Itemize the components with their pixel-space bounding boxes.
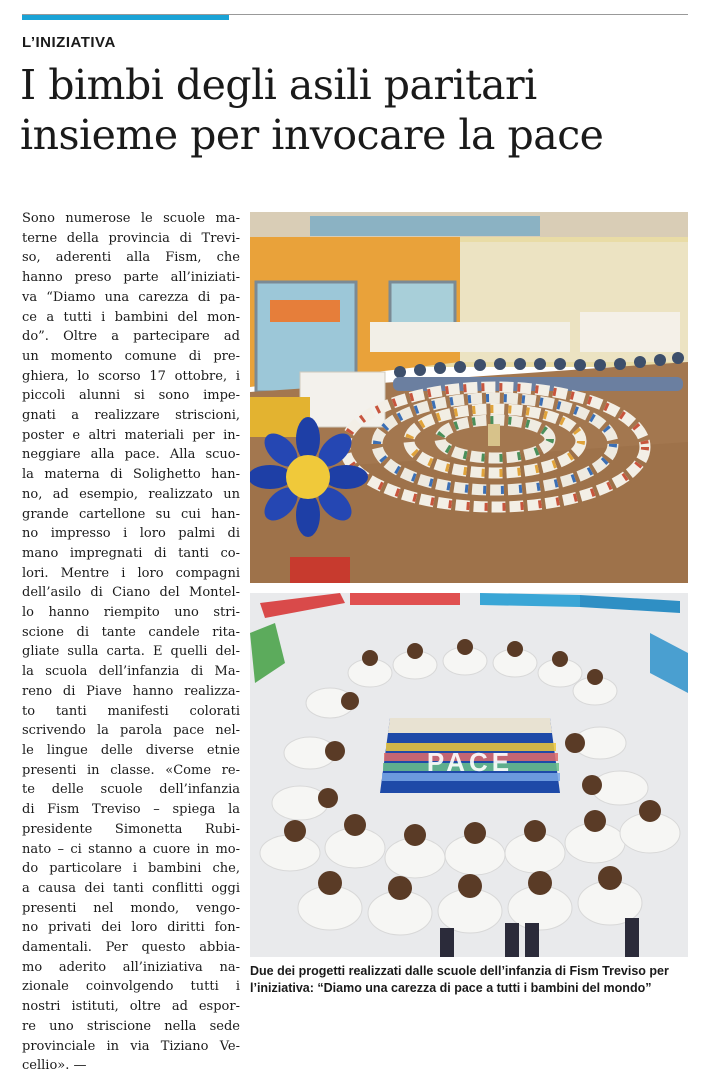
body-line: gnati a realizzare striscioni, [22,408,240,424]
body-line: to tanti manifesti colorati [22,703,240,719]
body-line: no, ad esempio, realizzato un [22,486,240,502]
body-line: damentali. Per questo abbia- [22,940,240,956]
body-line: zionale coinvolgendo tutti i [22,979,240,995]
body-line: la materna di Solighetto han- [22,467,240,483]
body-line: do particolare i bambini che, [22,861,240,877]
body-line: un momento comune di pre- [22,348,240,364]
body-line: lo hanno riempito uno stri- [22,605,240,621]
body-line: terne della provincia di Trevi- [22,230,240,246]
body-line: ce a tutti i bambini del mon- [22,309,240,325]
body-line: hanno preso parte all’iniziati- [22,270,240,286]
body-line: te delle scuole dell’infanzia [22,782,240,798]
body-line: cellio». — [22,1058,87,1074]
body-line: poster e altri materiali per in- [22,427,240,443]
body-line: mo aderito all’iniziativa na- [22,959,240,975]
photo-spiral-classroom [250,212,688,583]
body-line: so, aderenti alla Fism, che [22,250,240,266]
body-line: no privati dei loro diritti fon- [22,920,240,936]
body-line: reno di Piave hanno realizza- [22,683,240,699]
headline-line: I bimbi degli asili paritari [20,61,537,109]
article-body [22,209,240,1076]
body-line: provinciale in via Tiziano Ve- [22,1038,240,1054]
caption-line: Due dei progetti realizzati dalle scuole dell’infanzia di Fism Treviso per [250,964,669,978]
body-line: va “Diamo una carezza di pa- [22,289,240,305]
body-line: Sono numerose le scuole ma- [22,211,240,226]
body-line: presenti in classe. «Come re- [22,762,240,778]
body-line: no impresso i loro palmi di [22,526,240,542]
body-line: lori. Mentre i loro compagni [22,565,240,581]
photo-pace-banner [250,593,688,957]
section-accent-bar [22,15,229,20]
headline-line: insieme per invocare la pace [20,111,604,159]
body-line: do”. Oltre a partecipare ad [22,329,240,345]
body-line: piccoli alunni si sono impe- [22,388,240,404]
body-line: scrivendo la parola pace nel- [22,723,240,739]
banner-word: PACE [426,747,514,777]
body-line: nostri istituti, oltre ad espor- [22,999,240,1015]
body-line: la scuola dell’infanzia di Ma- [22,664,240,680]
body-line: di Fism Treviso – spiega la [22,802,240,818]
body-line: dell’asilo di Ciano del Montel- [22,585,240,601]
body-line: presidente Simonetta Rubi- [22,821,240,837]
body-line: gliate sulla carta. E quelli del- [22,644,240,660]
body-line: mano impregnati di tanti co- [22,545,240,561]
caption-line: l’iniziativa: “Diamo una carezza di pace a tutti i bambini del mondo” [250,981,652,995]
body-line: a causa dei tanti conflitti oggi [22,880,240,896]
photo-caption [250,963,690,997]
headline [20,60,690,160]
body-line: scione di tante candele rita- [22,624,240,640]
body-line: le lingue delle diverse etnie [22,742,240,758]
body-line: nato – ci stanno a cuore in mo- [22,841,240,857]
body-line: re uno striscione nella sede [22,1018,240,1034]
body-line: presenti nel mondo, vengo- [22,900,240,916]
body-line: neggiare alla pace. Alla scuo- [22,447,240,463]
body-line: ghiera, lo scorso 17 ottobre, i [22,368,240,384]
body-line: grande cartellone su cui han- [22,506,240,522]
section-kicker: L’INIZIATIVA [22,34,116,51]
